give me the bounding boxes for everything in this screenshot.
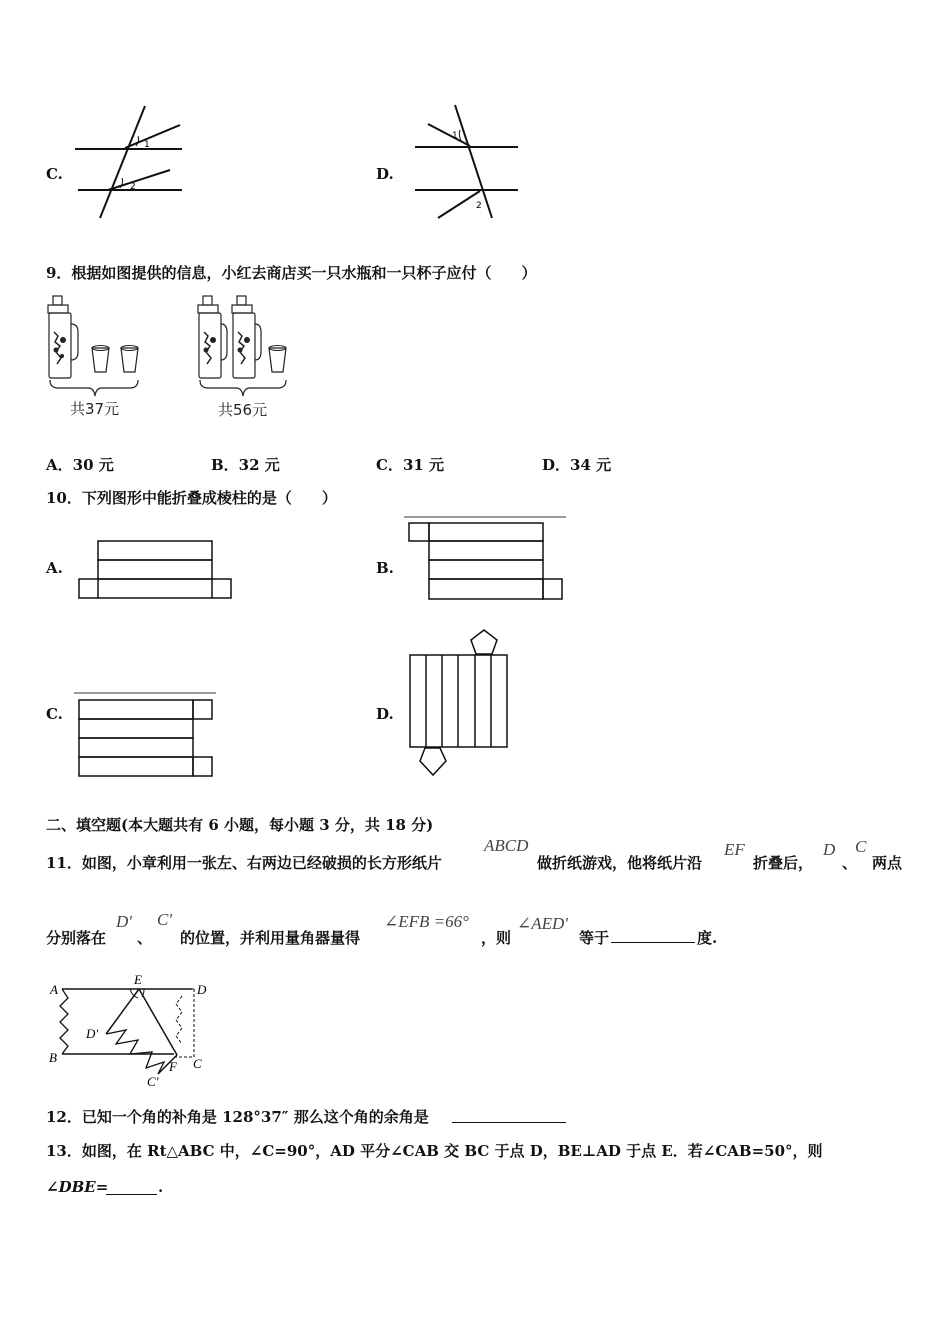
q11-fig-label-a: A [50,982,58,997]
q10-option-c-label: C. [46,705,63,723]
q11-sep2: 、 [137,929,153,947]
q11-line2-part1: 分别落在 [46,929,107,947]
q11-text-part4: 两点 [872,854,903,872]
q10-stem: 10．下列图形中能折叠成棱柱的是（ ） [46,489,337,507]
q11-fig-label-c: C [193,1056,202,1071]
q8-d-angle1-label: 1 [452,131,458,141]
q11-text-part3: 折叠后， [753,854,814,872]
q11-cprime: C' [157,910,172,929]
q11-line2-part2: 的位置，并利用量角器量得 [180,929,361,947]
q11-fig-label-f: F [169,1059,177,1074]
q11-angle-aed: ∠AED' [517,914,568,933]
q11-fig-label-cprime: C' [147,1074,159,1089]
q11-line2-end: 度. [697,929,718,947]
q10-net-c [74,690,224,780]
q10-net-b [404,514,569,604]
q8-option-d-label: D. [376,165,394,183]
q9-option-b: B．32 元 [211,456,280,474]
q10-option-b-label: B. [376,559,394,577]
q11-line2-part4: 等于 [579,929,610,947]
q12-text: 12．已知一个角的补角是 128°37″ 那么这个角的余角是 [46,1108,429,1126]
q11-text-part1: 11．如图，小章利用一张左、右两边已经破损的长方形纸片 [46,854,442,872]
q11-dprime: D' [116,912,132,931]
q11-sep: 、 [842,854,858,872]
q8-figure-c [70,100,200,225]
q11-fig-label-b: B [49,1050,57,1065]
q12-answer-blank[interactable] [452,1108,566,1123]
q9-stem: 9．根据如图提供的信息，小红去商店买一只水瓶和一只杯子应付（ ） [46,264,537,282]
q8-d-angle2-label: 2 [476,201,482,211]
q10-net-d [405,626,515,781]
q13-line2-end: . [158,1178,164,1196]
q11-angle-efb: ∠EFB =66° [384,912,469,931]
q10-net-a [78,540,238,602]
q13-line1: 13．如图，在 Rt△ABC 中，∠C=90°，AD 平分∠CAB 交 BC 于点 D，BE⊥AD 于点 E．若∠CAB=50°，则 [46,1142,823,1160]
q9-caption-left: 共37元 [70,400,120,418]
q11-fig-label-dprime: D' [86,1026,99,1041]
q9-option-d: D．34 元 [542,456,612,474]
q9-caption-right: 共56元 [218,401,268,419]
q9-option-c: C．31 元 [376,456,445,474]
q10-option-a-label: A. [46,559,63,577]
section2-heading: 二、填空题(本大题共有 6 小题，每小题 3 分，共 18 分) [46,816,434,834]
q11-fig-label-d: D [197,982,207,997]
q11-line2-part3: ，则 [481,929,512,947]
q11-abcd: ABCD [484,836,529,855]
q11-text-part2: 做折纸游戏，他将纸片沿 [537,854,703,872]
q11-ef: EF [724,840,745,859]
q11-answer-blank[interactable] [611,928,695,943]
q8-c-angle2-label: 2 [130,182,136,192]
q9-option-a: A．30 元 [46,456,114,474]
q13-line2: ∠DBE= [46,1178,109,1196]
q8-c-angle1-label: 1 [144,140,150,150]
q13-answer-blank[interactable] [106,1180,157,1195]
q11-d: D [823,840,836,859]
q10-option-d-label: D. [376,705,394,723]
q8-option-c-label: C. [46,165,63,183]
q11-figure [46,972,221,1092]
q11-fig-label-e: E [134,972,142,987]
q8-figure-d [410,100,530,225]
q11-c: C [855,837,867,856]
